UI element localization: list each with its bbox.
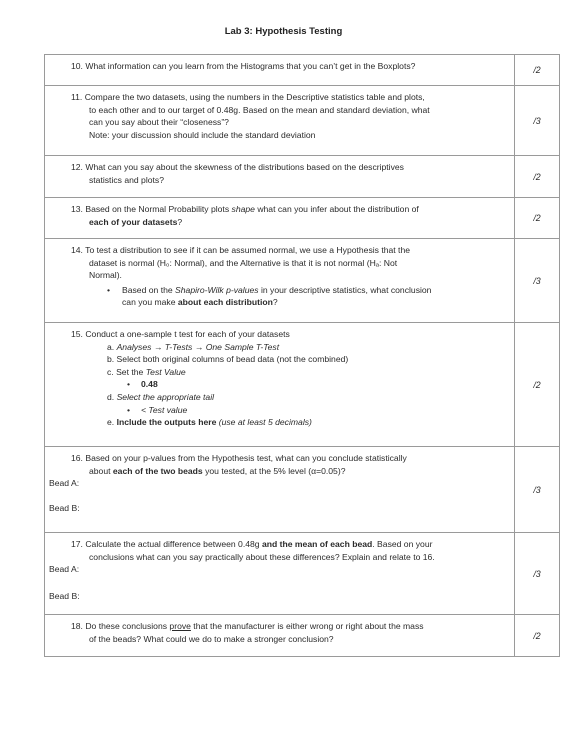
step-d-label: d.: [107, 391, 117, 402]
question-14-line-3: Normal).: [89, 270, 122, 281]
question-11-line-2: to each other and to our target of 0.48g. Based on the mean and standard deviation, what: [89, 104, 430, 115]
question-row-17: [45, 533, 560, 615]
question-17-line-2: conclusions what can you say practically about these differences? Explain and relate to 16.: [89, 551, 435, 562]
question-15-step-c-value: [51, 378, 508, 391]
question-18-line-2: of the beads? What could we do to make a stronger conclusion?: [89, 633, 334, 644]
bullet-icon: •: [127, 404, 131, 415]
question-18-text-a: 18. Do these conclusions: [71, 621, 170, 631]
question-13-shape: shape: [231, 204, 255, 214]
question-15-step-e: [51, 416, 508, 429]
bullet-icon: •: [127, 379, 131, 390]
bead-b-label: Bead B:: [49, 502, 80, 513]
bead-a-label-17: Bead A:: [49, 564, 80, 575]
question-13-line-2: [51, 216, 508, 229]
mark-17: /3: [515, 533, 560, 615]
question-16-text-c: you tested, at the 5% level (α=0.05)?: [202, 465, 346, 476]
question-12-line-1: 12. What can you say about the skewness of the distributions based on the descriptives: [71, 162, 404, 172]
question-row-16: [45, 447, 560, 533]
question-15-step-d: [51, 391, 508, 404]
question-row-10: [45, 55, 560, 86]
question-13-text-c: what can you infer about the distribution of: [254, 204, 419, 214]
question-13-text-a: 13. Based on the Normal Probability plots: [71, 204, 232, 214]
question-16: [45, 447, 515, 533]
question-17-line-1: [51, 538, 508, 551]
step-e-label: e.: [107, 417, 117, 428]
question-11-note: Note: your discussion should include the standard deviation: [89, 129, 316, 140]
step-c-text: Test Value: [145, 366, 186, 377]
question-18-prove: prove: [169, 621, 191, 631]
question-11: [45, 86, 515, 156]
question-16-text-a: about: [89, 465, 113, 476]
question-14-bullet-line-2: [51, 296, 508, 309]
mark-13: /2: [515, 198, 560, 239]
question-15-step-a: [51, 341, 508, 354]
question-14-bullet-a: Based on the: [122, 284, 176, 295]
tail-value: < Test value: [141, 404, 188, 415]
question-13-line-1: [51, 203, 508, 216]
question-11-line-1: 11. Compare the two datasets, using the numbers in the Descriptive statistics table and plots,: [71, 92, 425, 102]
question-15: [45, 323, 515, 447]
question-row-14: [45, 239, 560, 323]
question-17-text-a: 17. Calculate the actual difference between 0.48g: [71, 539, 262, 549]
question-row-13: [45, 198, 560, 239]
question-row-11: [45, 86, 560, 156]
question-17: [45, 533, 515, 615]
question-14-bullet-2c: ?: [272, 297, 278, 308]
page-title: Lab 3: Hypothesis Testing: [224, 26, 343, 37]
test-value: 0.48: [141, 379, 158, 390]
step-e-bold: Include the outputs here: [116, 417, 217, 428]
question-14-line-1: 14. To test a distribution to see if it can be assumed normal, we use a Hypothesis that the: [71, 245, 411, 255]
step-e-italic: (use at least 5 decimals): [216, 417, 312, 428]
question-14-shapiro: Shapiro-Wilk p-values: [175, 284, 259, 295]
question-15-line-1: 15. Conduct a one-sample t test for each of your datasets: [71, 329, 290, 339]
step-c-label: c. Set the: [107, 366, 146, 377]
question-13-qmark: ?: [177, 216, 183, 227]
questions-table: [44, 54, 560, 657]
question-row-12: [45, 156, 560, 198]
bullet-icon: •: [107, 284, 111, 295]
question-18-text-c: that the manufacturer is either wrong or right about the mass: [190, 621, 424, 631]
mark-10: /2: [515, 55, 560, 86]
question-18: [45, 615, 515, 657]
question-16-line-1: 16. Based on your p-values from the Hypothesis test, what can you conclude statistically: [71, 453, 407, 463]
step-a-text: Analyses → T-Tests → One Sample T-Test: [116, 341, 280, 352]
question-16-emphasis: each of the two beads: [112, 465, 203, 476]
question-13-emphasis: each of your datasets: [89, 216, 178, 227]
question-14-bullet-c: in your descriptive statistics, what conclusion: [258, 284, 432, 295]
question-10: [45, 55, 515, 86]
question-17-emphasis: and the mean of each bead: [261, 539, 373, 549]
mark-14: /3: [515, 239, 560, 323]
question-15-step-b: b. Select both original columns of bead data (not the combined): [107, 354, 349, 365]
question-14: [45, 239, 515, 323]
question-14-bullet-2b: about each distribution: [177, 297, 273, 308]
mark-15: /2: [515, 323, 560, 447]
question-12: [45, 156, 515, 198]
mark-12: /2: [515, 156, 560, 198]
question-14-bullet-2a: can you make: [122, 297, 178, 308]
mark-11: /3: [515, 86, 560, 156]
question-13: [45, 198, 515, 239]
question-15-step-d-value: [51, 404, 508, 417]
question-row-18: [45, 615, 560, 657]
bead-b-label-17: Bead B:: [49, 590, 80, 601]
bead-a-label: Bead A:: [49, 478, 80, 489]
question-12-line-2: statistics and plots?: [89, 174, 164, 185]
question-15-step-c: [51, 366, 508, 379]
step-a-label: a.: [107, 341, 117, 352]
question-16-line-2: [51, 465, 508, 478]
mark-18: /2: [515, 615, 560, 657]
question-17-text-c: . Based on your: [372, 539, 433, 549]
question-18-line-1: [51, 620, 508, 633]
question-row-15: [45, 323, 560, 447]
question-10-text: 10. What information can you learn from the Histograms that you can’t get in the Boxplots?: [71, 61, 416, 71]
question-14-line-2: dataset is normal (H₀: Normal), and the Alternative is that it is not normal (Hₐ: Not: [89, 257, 398, 268]
question-11-line-3: can you say about their “closeness”?: [89, 117, 229, 128]
step-d-text: Select the appropriate tail: [116, 391, 215, 402]
question-14-bullet: [51, 284, 508, 297]
mark-16: /3: [515, 447, 560, 533]
